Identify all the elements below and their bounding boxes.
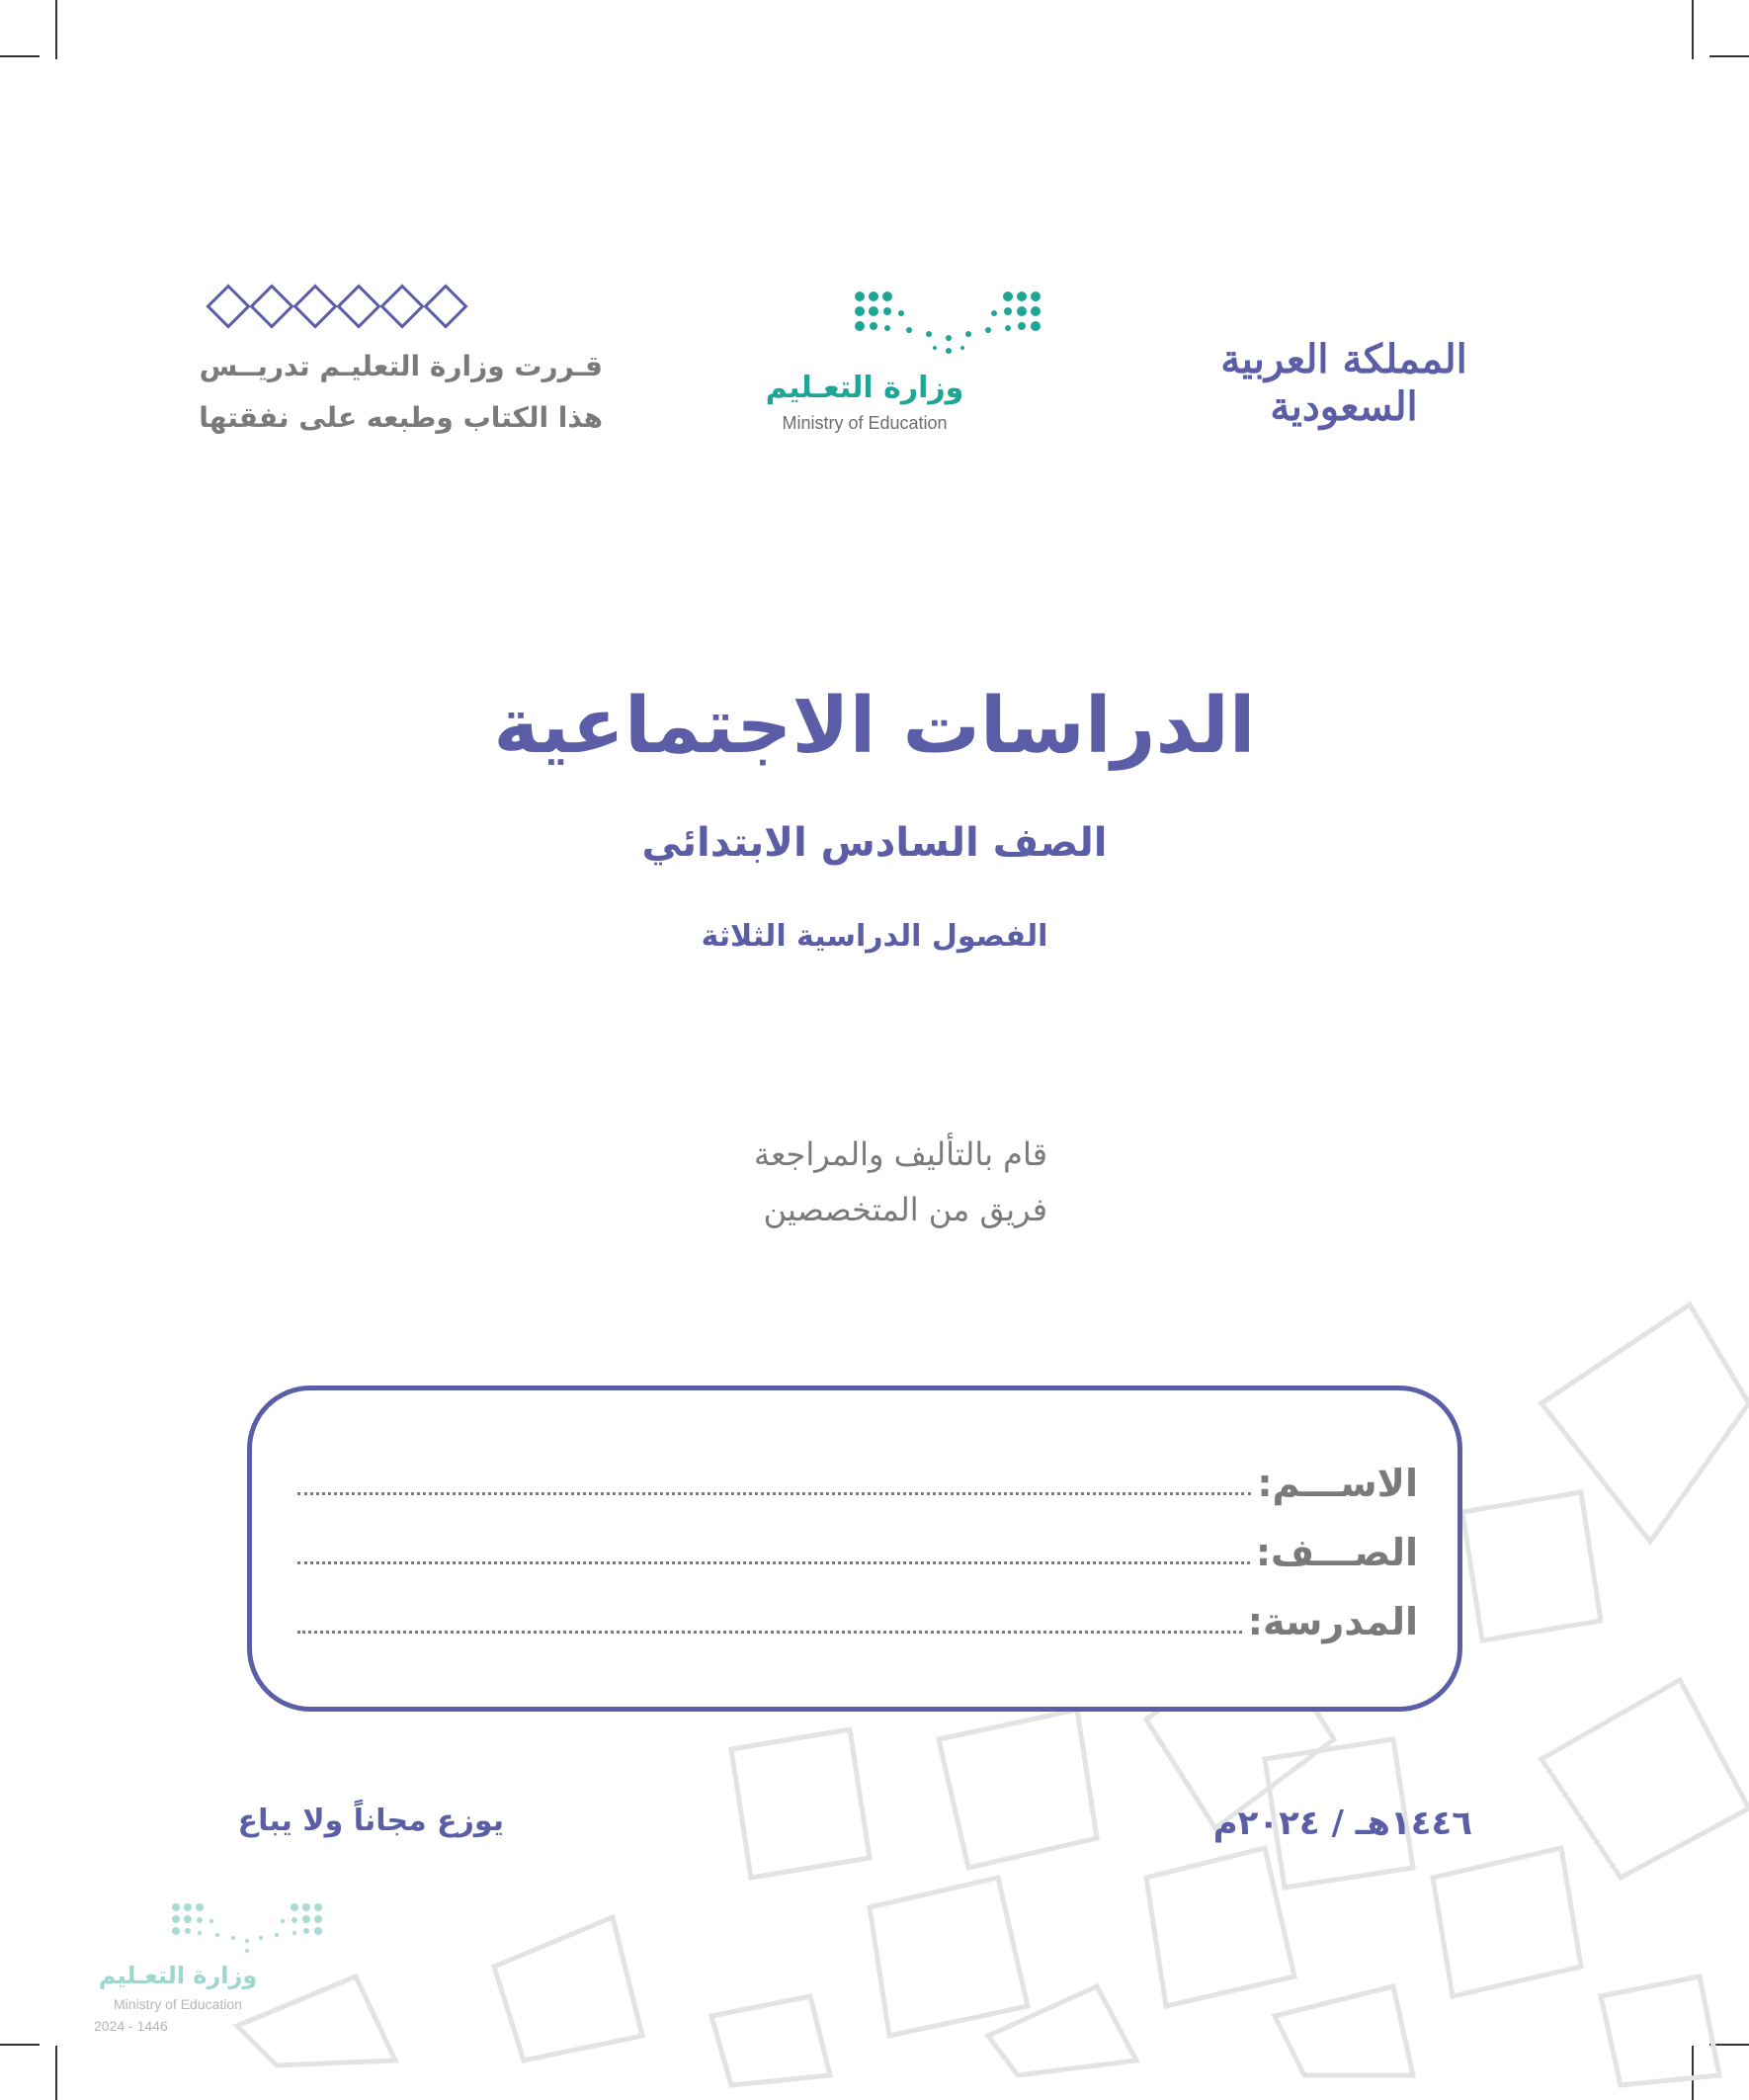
authors-line-2: فريق من المتخصصين bbox=[763, 1191, 1047, 1228]
diamond-shape bbox=[336, 284, 380, 328]
diamond-shape bbox=[206, 284, 250, 328]
decree-line-1: قـررت وزارة التعليـم تدريــس bbox=[199, 350, 603, 382]
watermark-ministry-english: Ministry of Education bbox=[114, 1996, 242, 2012]
class-label: الصـــف: bbox=[1255, 1531, 1418, 1574]
ministry-name-arabic: وزارة التعـليم bbox=[765, 371, 964, 405]
diamond-shape bbox=[292, 284, 337, 328]
edition-year: ١٤٤٦هـ / ٢٠٢٤م bbox=[1212, 1804, 1472, 1843]
semesters-label: الفصول الدراسية الثلاثة bbox=[701, 919, 1048, 954]
ministry-name-english: Ministry of Education bbox=[782, 413, 948, 433]
diamond-shape bbox=[249, 284, 293, 328]
authors-credit bbox=[553, 1127, 1047, 1237]
class-dotted-line[interactable] bbox=[297, 1561, 1250, 1564]
diamond-ornament bbox=[209, 285, 464, 328]
school-dotted-line[interactable] bbox=[297, 1631, 1242, 1634]
student-info-box bbox=[247, 1386, 1462, 1712]
name-dotted-line[interactable] bbox=[297, 1492, 1251, 1495]
free-distribution-notice: يوزع مجاناً ولا يباع bbox=[237, 1804, 504, 1838]
ministry-decree bbox=[148, 341, 603, 444]
grade-level: الصف السادس الابتدائي bbox=[641, 820, 1108, 866]
watermark-logo-dots bbox=[168, 1899, 326, 1954]
name-field[interactable] bbox=[292, 1450, 1418, 1505]
diamond-shape bbox=[423, 284, 467, 328]
authors-line-1: قام بالتأليف والمراجعة bbox=[753, 1135, 1047, 1173]
book-title: الدراسات الاجتماعية bbox=[493, 682, 1256, 771]
school-field[interactable] bbox=[292, 1588, 1418, 1643]
name-label: الاســـم: bbox=[1257, 1462, 1418, 1505]
diamond-shape bbox=[379, 284, 424, 328]
decree-line-2: هذا الكتاب وطبعه على نفقتها bbox=[199, 401, 603, 434]
school-label: المدرسة: bbox=[1247, 1600, 1418, 1643]
class-field[interactable] bbox=[292, 1519, 1418, 1574]
ministry-logo-dots bbox=[850, 287, 1047, 356]
kingdom-seal: المملكة العربية السعودية bbox=[1220, 336, 1467, 430]
watermark-ministry-arabic: وزارة التعـليم bbox=[98, 1962, 258, 1989]
watermark-year: 2024 - 1446 bbox=[94, 2018, 168, 2034]
